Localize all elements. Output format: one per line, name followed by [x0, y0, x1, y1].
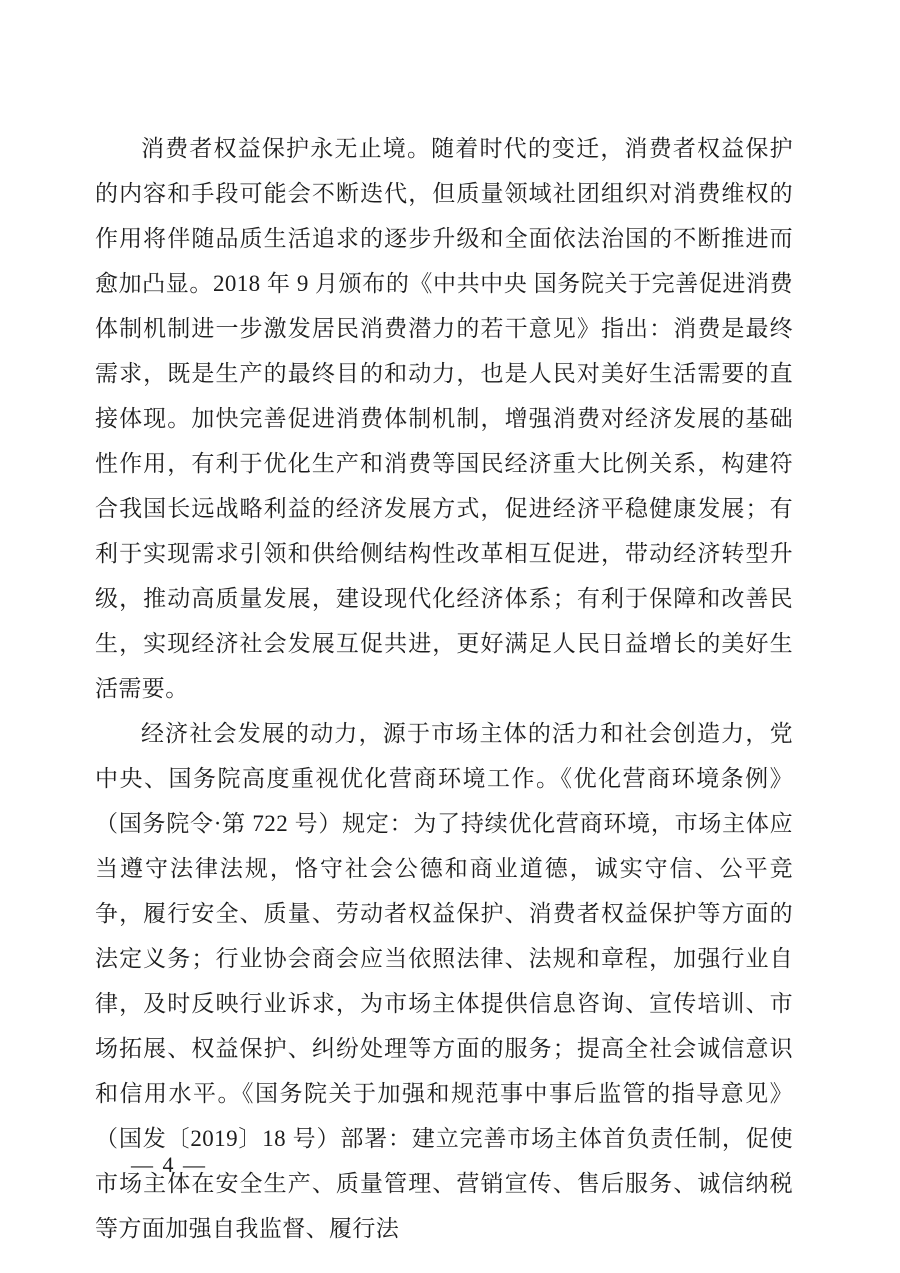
page-number: — 4 — [131, 1152, 207, 1177]
paragraph: 经济社会发展的动力，源于市场主体的活力和社会创造力，党中央、国务院高度重视优化营商环境工作。《优化营商环境条例》（国务院令·第 722 号）规定：为了持续优化营商环境，市场主体应当遵守法律法规，恪守社会公德和商业道德，诚实守信、公平竞争，履行安全、质量、劳动者权益保护、消费者权益保护等方面的法定义务；行业协会商会应当依照法律、法规和章程，加强行业自律，及时反映行业诉求，为市场主体提供信息咨询、宣传培训、市场拓展、权益保护、纠纷处理等方面的服务；提高全社会诚信意识和信用水平。《国务院关于加强和规范事中事后监管的指导意见》（国发〔2019〕18 号）部署：建立完善市场主体首负责任制，促使市场主体在安全生产、质量管理、营销宣传、售后服务、诚信纳税等方面加强自我监督、履行法 [95, 721, 793, 1241]
document-body [95, 126, 793, 1251]
paragraph: 消费者权益保护永无止境。随着时代的变迁，消费者权益保护的内容和手段可能会不断迭代，但质量领域社团组织对消费维权的作用将伴随品质生活追求的逐步升级和全面依法治国的不断推进而愈加凸显。2018 年 9 月颁布的《中共中央 国务院关于完善促进消费体制机制进一步激发居民消费潜力的若干意见》指出：消费是最终需求，既是生产的最终目的和动力，也是人民对美好生活需要的直接体现。加快完善促进消费体制机制，增强消费对经济发展的基础性作用，有利于优化生产和消费等国民经济重大比例关系，构建符合我国长远战略利益的经济发展方式，促进经济平稳健康发展；有利于实现需求引领和供给侧结构性改革相互促进，带动经济转型升级，推动高质量发展，建设现代化经济体系；有利于保障和改善民生，实现经济社会发展互促共进，更好满足人民日益增长的美好生活需要。 [95, 136, 793, 701]
